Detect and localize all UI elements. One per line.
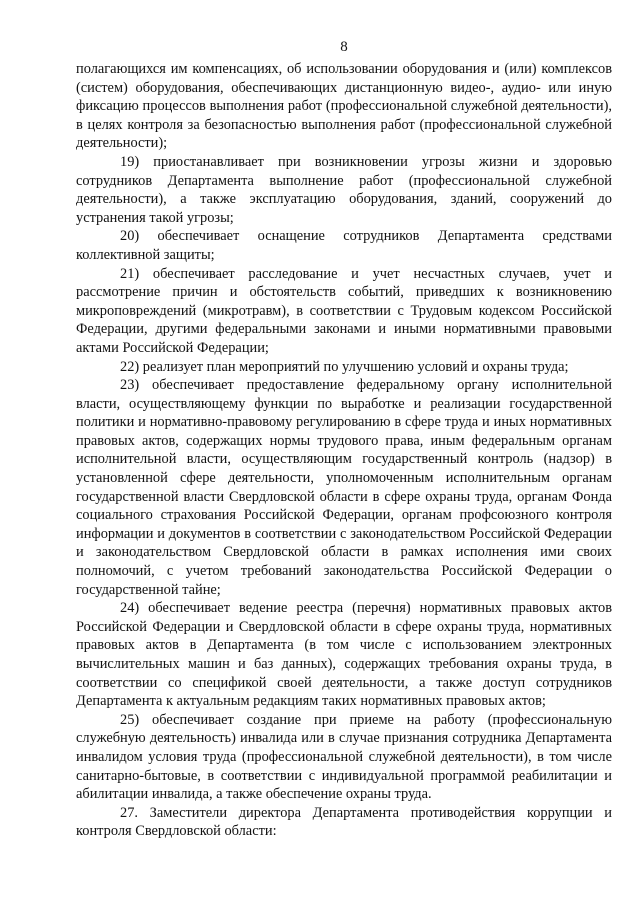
paragraph-item-22: 22) реализует план мероприятий по улучшению условий и охраны труда; [120, 358, 569, 375]
paragraph-item-23: 23) обеспечивает предоставление федеральному органу исполнительной власти, осуществляющему функции по выработке и реализации государственной политики и нормативно-правовому регулированию в сфере труда и иных нормативных правовых актов, содержащих нормы трудового права, иным федеральным органам исполнительной власти, осуществляющим государственный контроль (надзор) в установленной сфере деятельности, уполномоченным исполнительным органам государственной власти Свердловской области в сфере охраны труда, органам Фонда социального страхования Российской Федерации, органам профсоюзного контроля информации и документов в соответствии с законодательством Российской Федерации и законодательством Свердловской области в рамках исполнения ими своих полномочий, с учетом требований законодательства Российской Федерации о государственной тайне; [76, 377, 612, 598]
paragraph-item-20: 20) обеспечивает оснащение сотрудников Департамента средствами коллективной защиты; [76, 228, 612, 263]
paragraph-item-19: 19) приостанавливает при возникновении угрозы жизни и здоровью сотрудников Департамента выполнение работ (профессиональной служебной деятельности), а также эксплуатацию оборудования, зданий, сооружений до устранения такой угрозы; [76, 153, 612, 226]
page-number: 8 [340, 39, 348, 55]
document-page [76, 38, 612, 841]
paragraph-continuation: полагающихся им компенсациях, об использовании оборудования и (или) комплексов (систем) оборудования, обеспечивающих дистанционную видео-, аудио- или иную фиксацию процессов выполнения работ (профессиональной служебной деятельности), в целях контроля за безопасностью выполнения работ (профессиональной служебной деятельности); [76, 61, 612, 152]
paragraph-item-25: 25) обеспечивает создание при приеме на работу (профессиональную служебную деятельность) инвалида или в случае признания сотрудника Департамента инвалидом условия труда (профессиональной служебной деятельности), в том числе санитарно-бытовые, в соответствии с индивидуальной программой реабилитации и абилитации инвалида, а также обеспечение охраны труда. [76, 711, 612, 803]
paragraph-item-24: 24) обеспечивает ведение реестра (перечня) нормативных правовых актов Российской Федерации и Свердловской области в сфере охраны труда, нормативных правовых актов в Департамента (в том числе с использованием электронных вычислительных машин и баз данных), содержащих требования охраны труда, в соответствии со спецификой своей деятельности, а также доступ сотрудников Департамента к актуальным редакциям таких нормативных правовых актов; [76, 600, 612, 710]
paragraph-section-27: 27. Заместители директора Департамента противодействия коррупции и контроля Свердловской области: [76, 804, 612, 840]
paragraph-item-21: 21) обеспечивает расследование и учет несчастных случаев, учет и рассмотрение причин и обстоятельств событий, приведших к возникновению микроповреждений (микротравм), в соответствии с Трудовым кодексом Российской Федерации, другими федеральными законами и иными нормативными правовыми актами Российской Федерации; [76, 265, 612, 356]
